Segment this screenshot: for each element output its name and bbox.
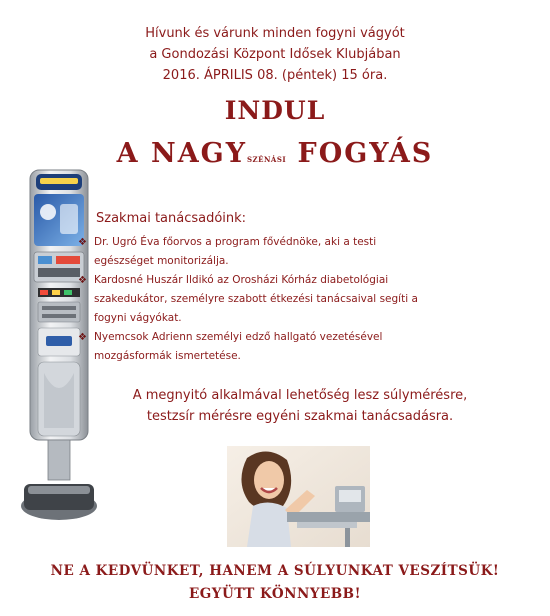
advisor-list bbox=[78, 233, 538, 366]
advisor-text-line: fogyni vágyókat. bbox=[94, 312, 182, 324]
intro-line-2: a Gondozási Központ Idősek Klubjában bbox=[149, 47, 401, 62]
title-small-word: SZÉNÁSI bbox=[246, 155, 287, 164]
advisor-text-line: Kardosné Huszár Ildikó az Orosházi Kórház diabetológiai bbox=[94, 274, 389, 286]
diamond-bullet-icon: ❖ bbox=[78, 332, 87, 343]
advisors-label: Szakmai tanácsadóink: bbox=[96, 211, 247, 226]
advisor-text-line: egészséget monitorizálja. bbox=[94, 255, 229, 267]
intro-line-1: Hívunk és várunk minden fogyni vágyót bbox=[145, 26, 405, 41]
advisor-text-line: szakedukátor, személyre szabott étkezési tanácsaival segíti a bbox=[94, 293, 418, 305]
title-suffix: FOGYÁS bbox=[286, 138, 434, 169]
advisor-text-line: mozgásformák ismertetése. bbox=[94, 350, 241, 362]
info-line-1: A megnyitó alkalmával lehetőség lesz súlymérésre, bbox=[132, 388, 468, 403]
slogan-line-1: NE A KEDVÜNKET, HANEM A SÚLYUNKAT VESZÍTSÜK! bbox=[50, 563, 500, 579]
diamond-bullet-icon: ❖ bbox=[78, 237, 87, 248]
woman-cheering-on-scale-photo bbox=[227, 446, 370, 547]
slogan-line-2: EGYÜTT KÖNNYEBB! bbox=[188, 586, 362, 602]
advisor-item-nyemcsok bbox=[78, 328, 538, 366]
title-prefix: A NAGY bbox=[116, 138, 247, 169]
diamond-bullet-icon: ❖ bbox=[78, 275, 87, 286]
info-line-2: testzsír mérésre egyéni szakmai tanácsadásra. bbox=[146, 409, 454, 424]
intro-line-3: 2016. ÁPRILIS 08. (péntek) 15 óra. bbox=[162, 68, 388, 83]
advisor-text-line: Nyemcsok Adrienn személyi edző hallgató vezetésével bbox=[94, 331, 383, 343]
advisor-item-kardosne bbox=[78, 271, 538, 328]
title-line-2 bbox=[0, 138, 550, 169]
title-line-1: INDUL bbox=[224, 96, 326, 125]
advisor-item-ugro bbox=[78, 233, 538, 271]
advisor-text-line: Dr. Ugró Éva főorvos a program fővédnöke, aki a testi bbox=[94, 236, 377, 248]
